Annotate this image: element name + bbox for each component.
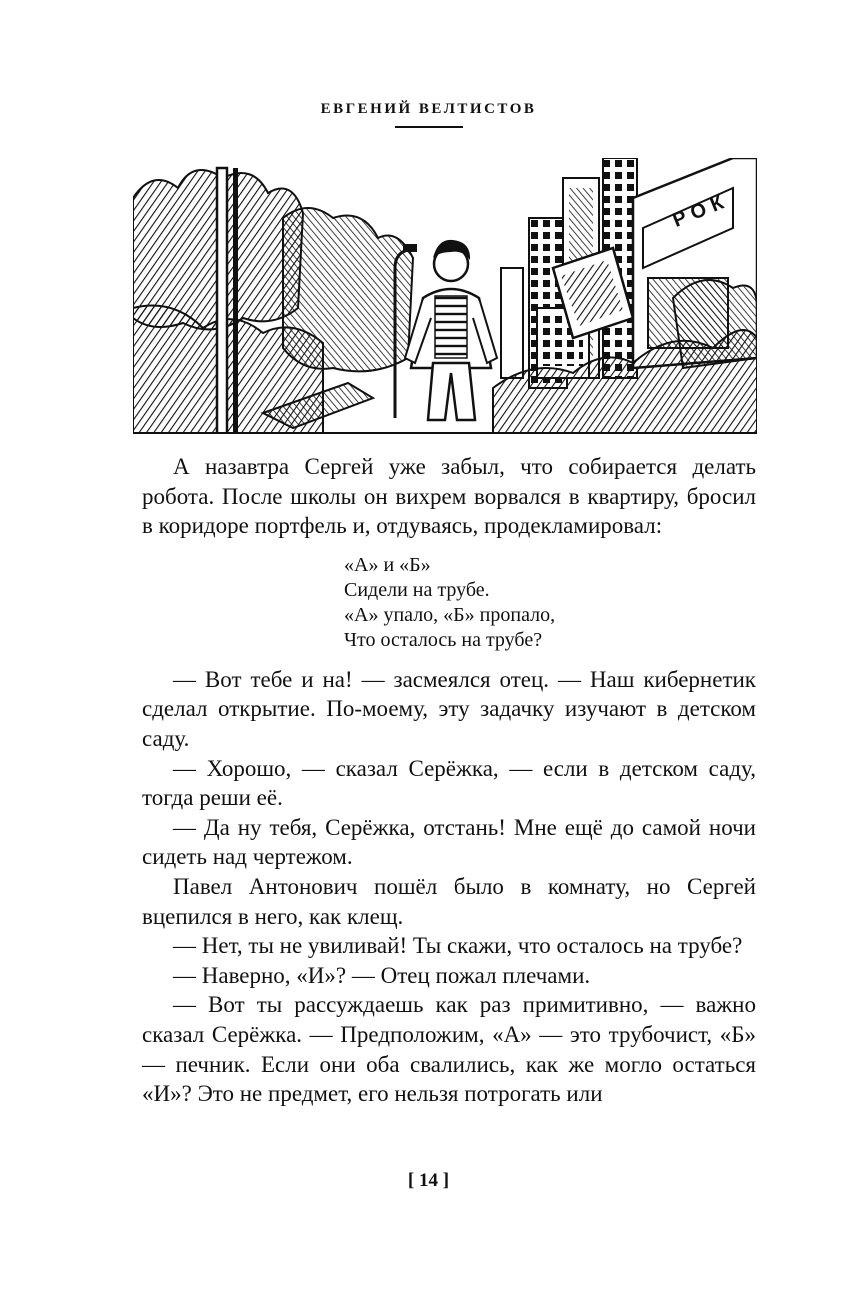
poem-line: «А» упало, «Б» пропало,: [344, 603, 556, 626]
poem-line: «А» и «Б»: [344, 553, 431, 576]
paragraph: Павел Антонович пошёл было в комнату, но Сергей вцепился в него, как клещ.: [142, 873, 756, 929]
walking-boy: [405, 240, 497, 420]
poem-line: Сидели на трубе.: [344, 578, 490, 601]
trees-left: [133, 170, 413, 434]
paragraph: — Вот ты рассуждаешь как раз примитивно, — важно сказал Серёжка. — Предположим, «А» — это трубочист, «Б» — печник. Если они оба свалились, как же могло остаться «И»? Это не предмет, его нельзя потрогать или: [142, 992, 756, 1107]
running-head-rule: [395, 126, 463, 128]
sign-text: РОК: [669, 189, 733, 232]
running-head: ЕВГЕНИЙ ВЕЛТИСТОВ: [320, 101, 537, 117]
poem: [344, 553, 756, 653]
paragraph: А назавтра Сергей уже забыл, что собирается делать робота. После школы он вихрем ворвался в квартиру, бросил в коридоре портфель и, отдуваясь, продекламировал:: [142, 454, 756, 539]
street-illustration: [133, 158, 757, 434]
body-text: [142, 452, 756, 1109]
paragraph: — Да ну тебя, Серёжка, отстань! Мне ещё до самой ночи сидеть над чертежом.: [142, 814, 756, 870]
paragraph: — Наверно, «И»? — Отец пожал плечами.: [173, 962, 591, 988]
poem-line: Что осталось на трубе?: [344, 628, 543, 651]
page-number: [ 14 ]: [407, 1170, 450, 1191]
paragraph: — Нет, ты не увиливай! Ты скажи, что осталось на трубе?: [173, 933, 743, 959]
paragraph: — Вот тебе и на! — засмеялся отец. — Наш кибернетик сделал открытие. По-моему, эту задачку изучают в детском саду.: [142, 666, 756, 751]
paragraph: — Хорошо, — сказал Серёжка, — если в детском саду, тогда реши её.: [142, 755, 756, 811]
